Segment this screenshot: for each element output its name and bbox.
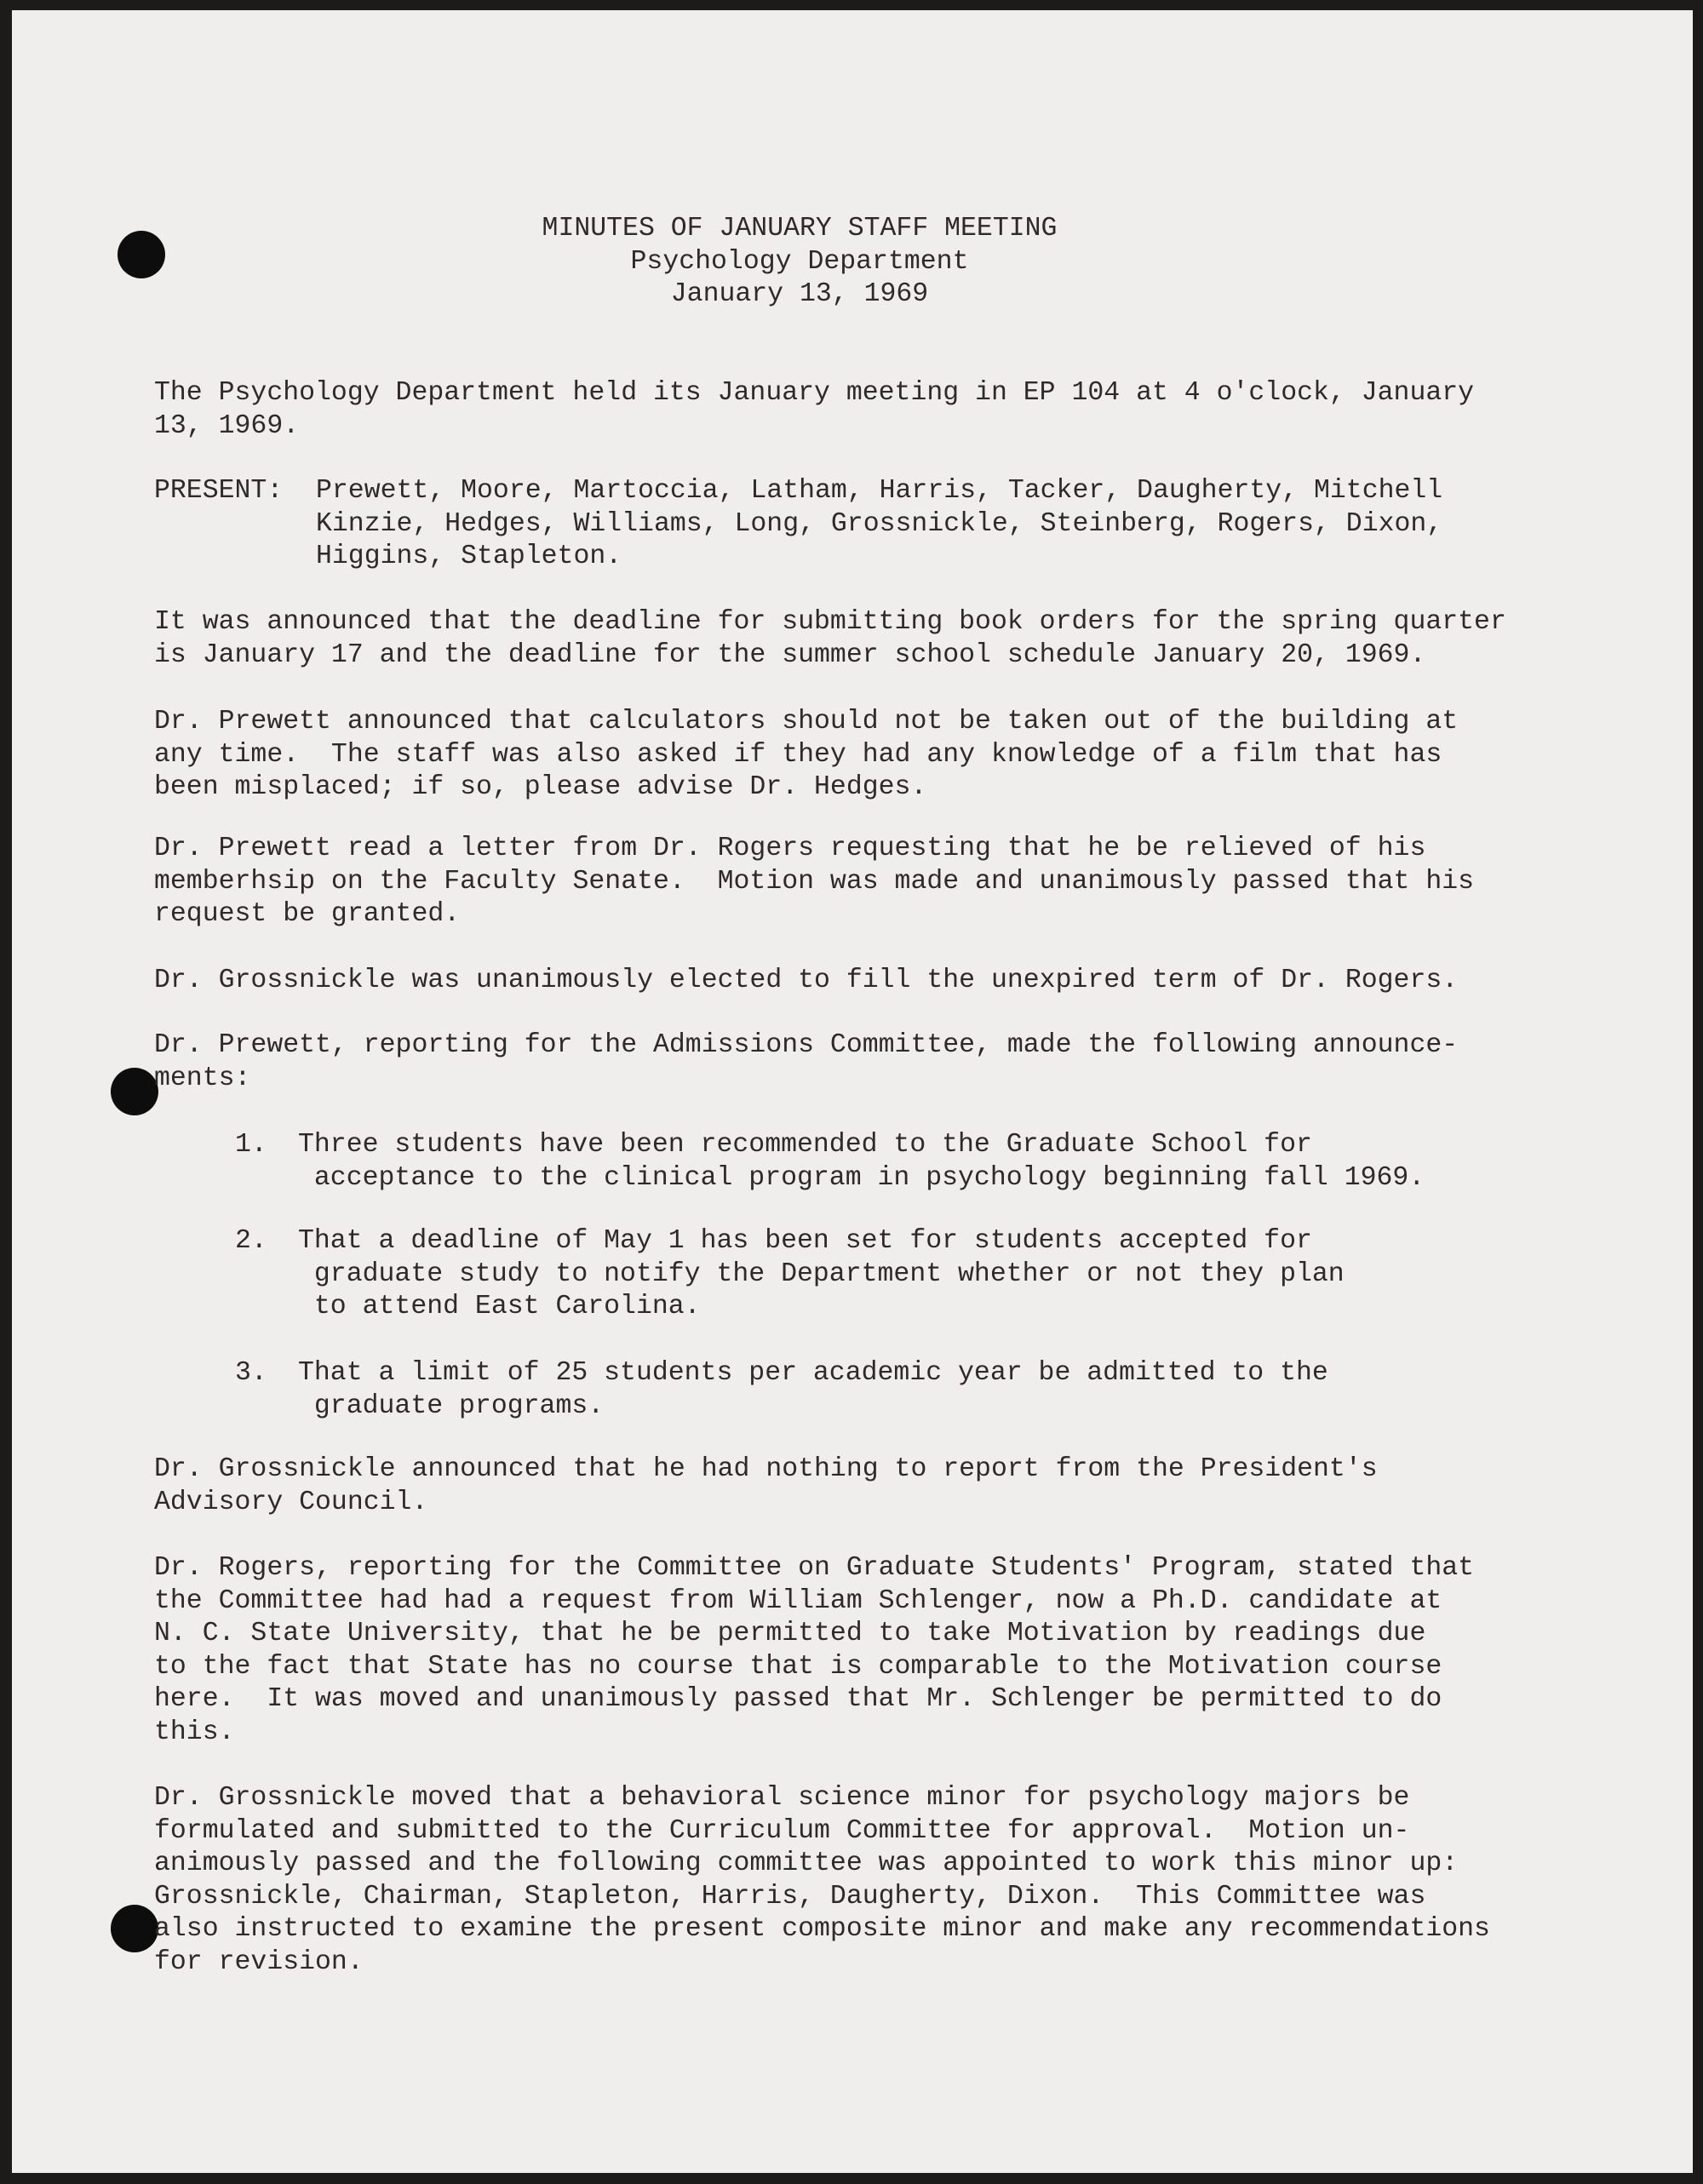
deadlines-paragraph — [154, 606, 1506, 672]
council-paragraph — [154, 1453, 1378, 1519]
list-item — [298, 1357, 1328, 1423]
meeting-date: January 13, 1969 — [670, 279, 929, 309]
graduate-program-paragraph — [154, 1552, 1474, 1749]
list-number: 1. — [235, 1130, 267, 1160]
text-line: formulated and submitted to the Curriculum Committee for approval. Motion un- — [154, 1815, 1410, 1846]
text-line: Dr. Grossnickle was unanimously elected to fill the unexpired term of Dr. Rogers. — [154, 966, 1459, 995]
text-line: That a limit of 25 students per academic year be admitted to the — [298, 1358, 1328, 1388]
text-line: Kinzie, Hedges, Williams, Long, Grossnickle, Steinberg, Rogers, Dixon, — [316, 508, 1443, 539]
text-line: The Psychology Department held its January meeting in EP 104 at 4 o'clock, January — [154, 378, 1475, 408]
text-line: Prewett, Moore, Martoccia, Latham, Harris, Tacker, Daugherty, Mitchell — [316, 476, 1443, 506]
attendees-list — [316, 475, 1442, 574]
text-line: Dr. Grossnickle moved that a behavioral science minor for psychology majors be — [154, 1783, 1410, 1813]
text-line: It was announced that the deadline for submitting book orders for the spring quarter — [154, 607, 1506, 637]
text-line: graduate study to notify the Department whether or not they plan — [298, 1258, 1345, 1289]
text-line: acceptance to the clinical program in psychology beginning fall 1969. — [298, 1162, 1425, 1193]
text-line: Grossnickle, Chairman, Stapleton, Harris, Daugherty, Dixon. This Committee was — [154, 1881, 1426, 1912]
department-name: Psychology Department — [630, 246, 969, 277]
text-line: 13, 1969. — [154, 410, 300, 441]
document-title: MINUTES OF JANUARY STAFF MEETING — [542, 214, 1058, 244]
text-line: the Committee had had a request from William Schlenger, now a Ph.D. candidate at — [154, 1585, 1442, 1616]
document-header — [12, 213, 1587, 312]
text-line: Higgins, Stapleton. — [316, 542, 622, 571]
text-line: Advisory Council. — [154, 1487, 428, 1517]
list-number: 2. — [235, 1226, 267, 1256]
present-label: PRESENT: — [154, 476, 284, 506]
text-line: animously passed and the following committee was appointed to work this minor up: — [154, 1849, 1459, 1878]
text-line: to the fact that State has no course that is comparable to the Motivation course — [154, 1651, 1442, 1682]
text-line: Dr. Grossnickle announced that he had nothing to report from the President's — [154, 1454, 1378, 1484]
list-item — [298, 1129, 1425, 1195]
text-line: Dr. Prewett, reporting for the Admissions Committee, made the following announce- — [154, 1030, 1459, 1060]
election-paragraph — [154, 965, 1458, 998]
list-item — [298, 1225, 1345, 1324]
text-line: ments: — [154, 1063, 251, 1093]
text-line: been misplaced; if so, please advise Dr. Hedges. — [154, 772, 927, 802]
text-line: That a deadline of May 1 has been set for students accepted for — [298, 1226, 1312, 1256]
text-line: Dr. Prewett announced that calculators should not be taken out of the building at — [154, 707, 1459, 737]
text-line: N. C. State University, that he be permitted to take Motivation by readings due — [154, 1619, 1426, 1648]
text-line: is January 17 and the deadline for the summer school schedule January 20, 1969. — [154, 639, 1426, 670]
punch-hole — [111, 1905, 158, 1952]
text-line: Three students have been recommended to the Graduate School for — [298, 1130, 1312, 1160]
text-line: to attend East Carolina. — [298, 1292, 701, 1321]
text-line: for revision. — [154, 1946, 364, 1977]
text-line: Dr. Prewett read a letter from Dr. Rogers requesting that he be relieved of his — [154, 834, 1426, 863]
text-line: request be granted. — [154, 899, 461, 929]
document-page — [12, 10, 1693, 2173]
text-line: also instructed to examine the present composite minor and make any recommendations — [154, 1914, 1490, 1944]
text-line: graduate programs. — [298, 1390, 605, 1421]
punch-hole — [111, 1068, 158, 1115]
intro-paragraph — [154, 377, 1474, 443]
text-line: any time. The staff was also asked if they had any knowledge of a film that has — [154, 739, 1442, 770]
text-line: here. It was moved and unanimously passed that Mr. Schlenger be permitted to do — [154, 1684, 1442, 1714]
text-line: memberhsip on the Faculty Senate. Motion was made and unanimously passed that his — [154, 866, 1475, 897]
text-line: this. — [154, 1717, 235, 1747]
minor-paragraph — [154, 1782, 1490, 1979]
senate-paragraph — [154, 833, 1474, 931]
text-line: Dr. Rogers, reporting for the Committee on Graduate Students' Program, stated that — [154, 1553, 1475, 1583]
admissions-paragraph — [154, 1029, 1458, 1095]
calculators-paragraph — [154, 706, 1458, 805]
list-number: 3. — [235, 1358, 267, 1388]
